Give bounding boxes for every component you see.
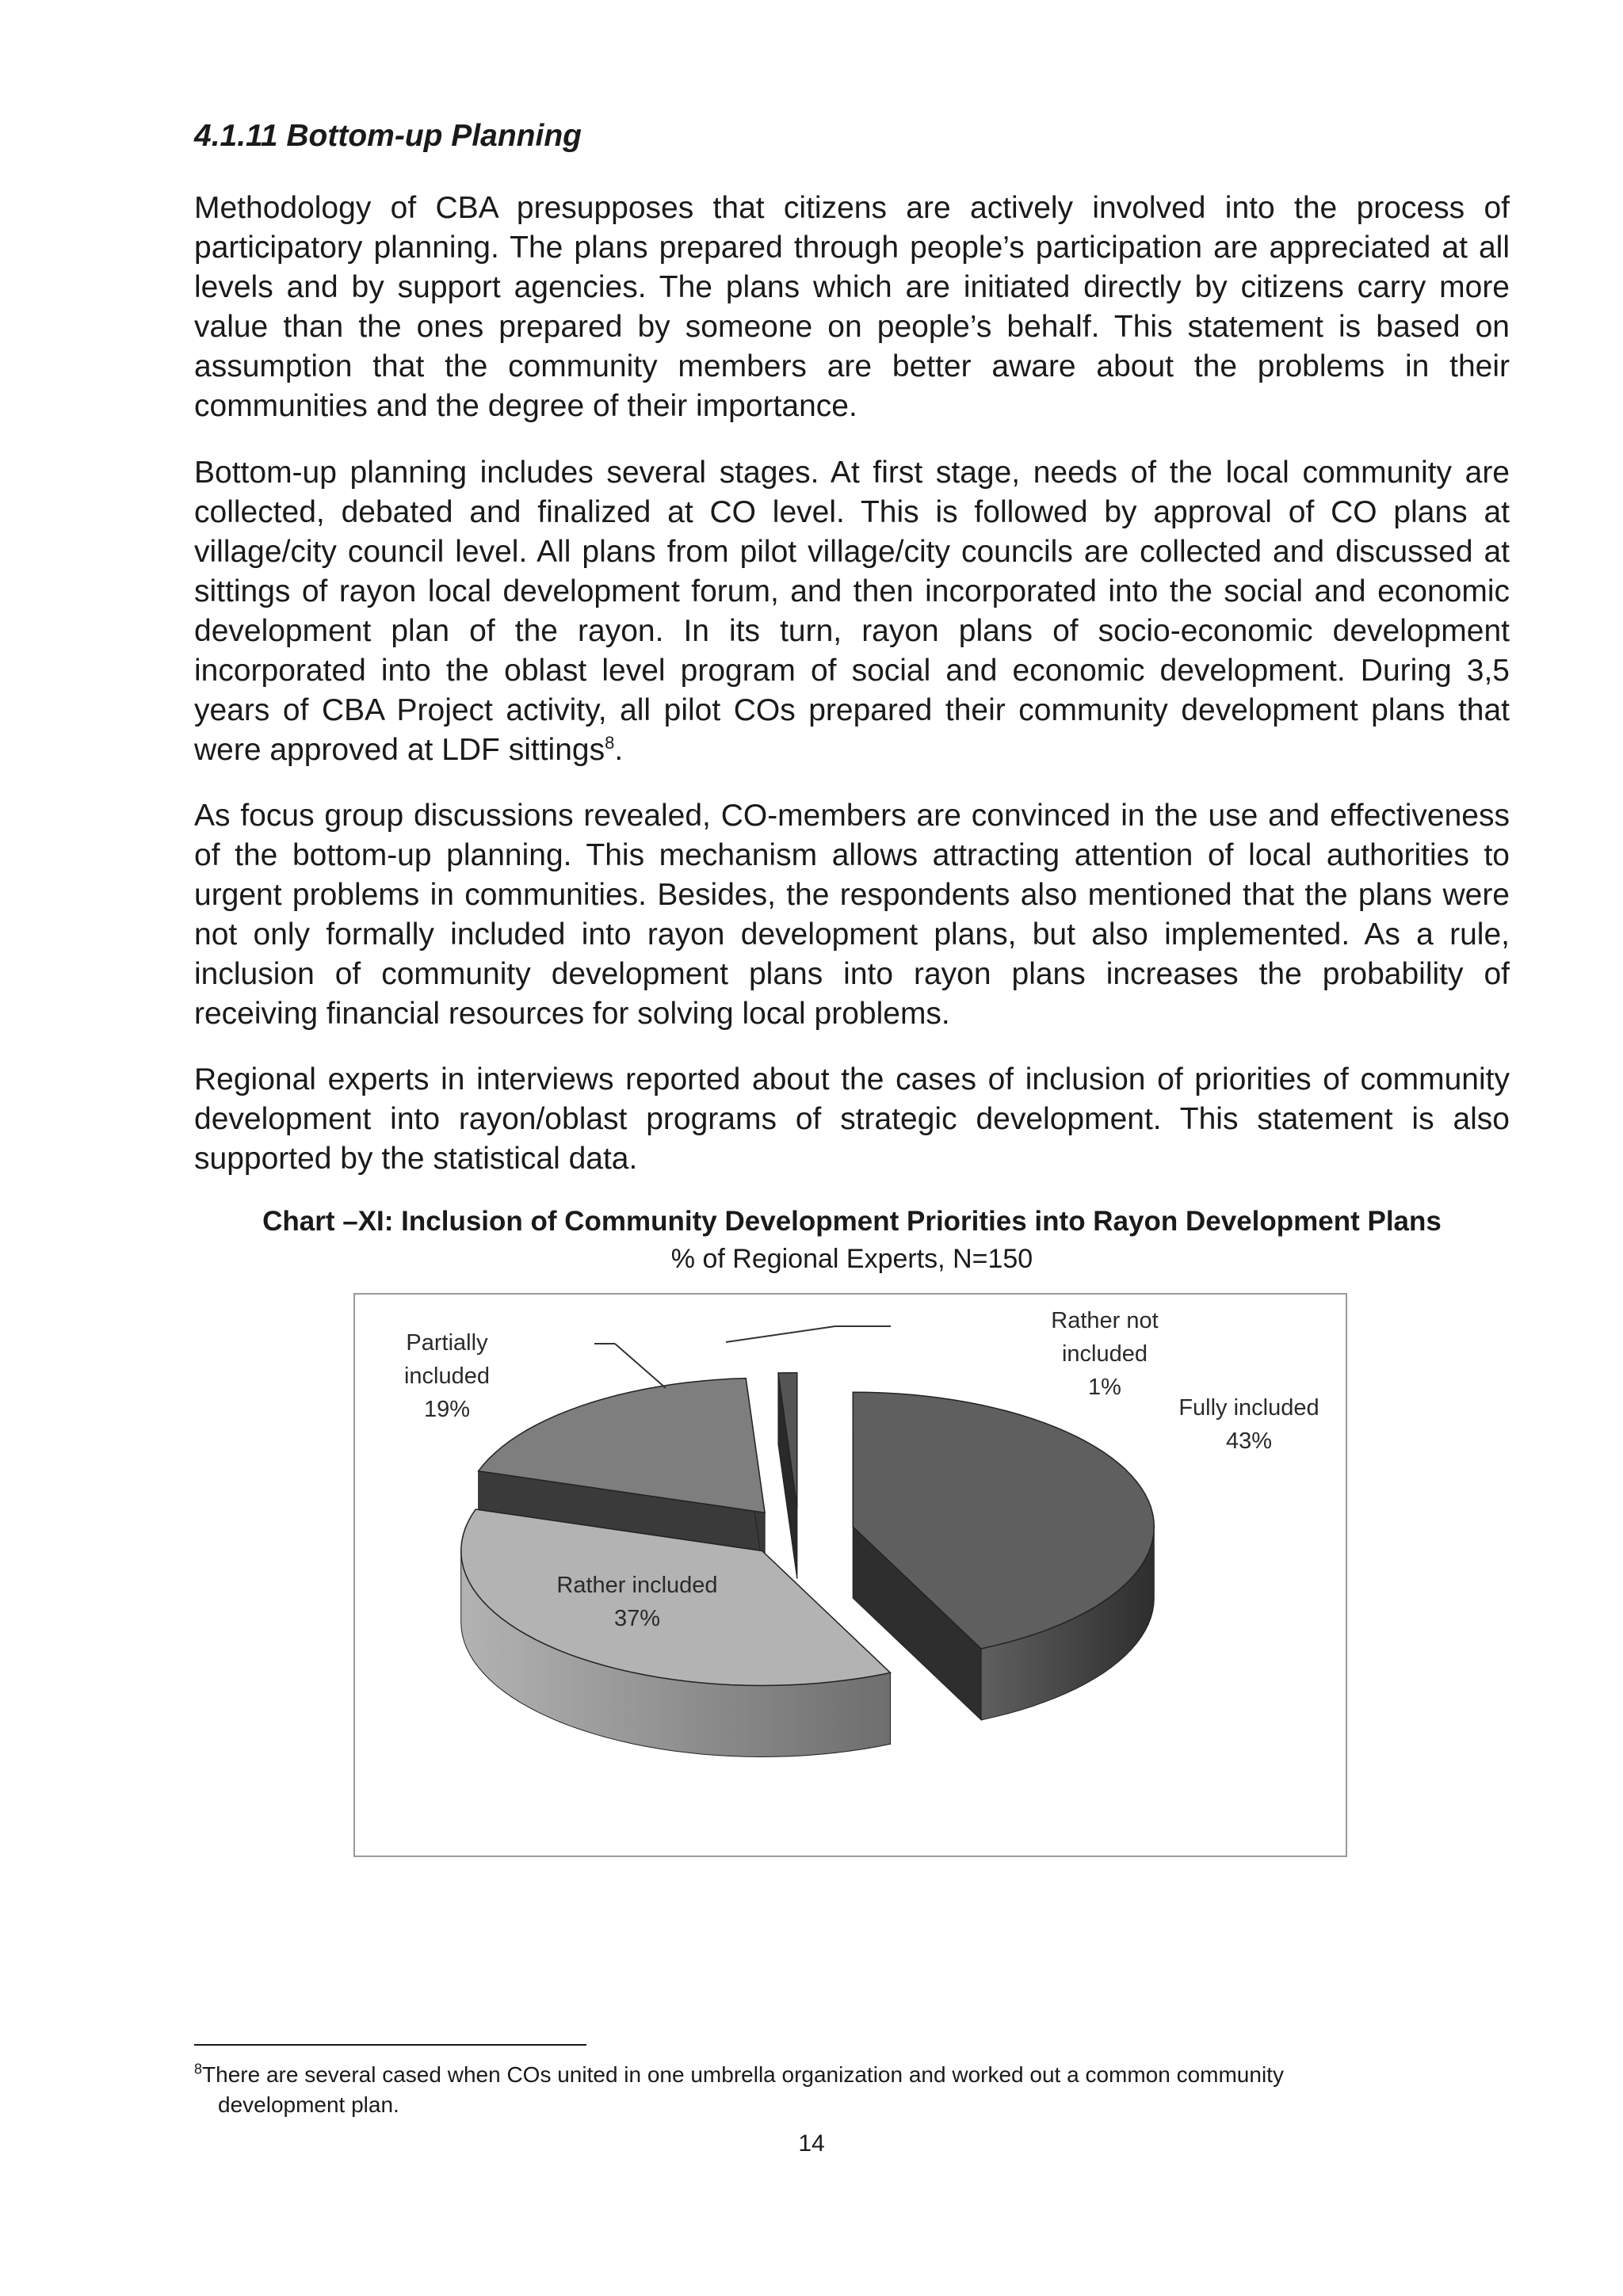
footnote-number: 8	[194, 2061, 203, 2077]
label-partially-2: included	[403, 1363, 491, 1389]
label-fully-2: 43%	[1225, 1428, 1273, 1454]
label-rather-2: 37%	[613, 1606, 661, 1631]
paragraph-2-end: .	[614, 733, 624, 767]
leader-line-rather-not	[726, 1326, 835, 1342]
paragraph-1: Methodology of CBA presupposes that citizens are actively involved into the process of participatory planning. The plans prepared through people’s participation are appreciated at all levels and by support agencies. The plans which are initiated directly by citizens carry more value than the ones prepared by someone on people’s behalf. This statement is based on assumption that the community members are better aware about the problems in their communities and the degree of their importance.	[194, 191, 1510, 423]
paragraph-3: As focus group discussions revealed, CO-members are convinced in the use and effectiveness of the bottom-up planning. This mechanism allows attracting attention of local authorities to urgent problems in communities. Besides, the respondents also mentioned that the plans were not only formally included into rayon development plans, but also implemented. As a rule, inclusion of community development plans into rayon plans increases the probability of receiving financial resources for solving local problems.	[194, 799, 1510, 1031]
paragraph-2-text: Bottom-up planning includes several stages. At first stage, needs of the local community are collected, debated and finalized at CO level. This is followed by approval of CO plans at village/city council level. All plans from pilot village/city councils are collected and discussed at sittings of rayon local development forum, and then incorporated into the social and economic development plan of the rayon. In its turn, rayon plans of socio-economic development incorporated into the oblast level program of social and economic development. During 3,5 years of CBA Project activity, all pilot COs prepared their community development plans that were approved at LDF sittings	[194, 456, 1510, 767]
footnote-line-1: There are several cased when COs united in one umbrella organization and worked out a common community	[202, 2062, 1284, 2087]
leader-line-partially-diag	[615, 1344, 666, 1388]
label-rather-1: Rather included	[556, 1573, 718, 1598]
section-heading: 4.1.11 Bottom-up Planning	[194, 119, 582, 153]
page-number: 14	[798, 2130, 825, 2157]
paragraph-2	[194, 453, 1510, 770]
chart-subtitle: % of Regional Experts, N=150	[670, 1244, 1033, 1274]
pie-slices	[461, 1373, 1155, 1757]
label-partially-1: Partially	[406, 1330, 488, 1356]
footnote	[194, 2060, 1510, 2120]
label-rather-not-3: 1%	[1088, 1375, 1121, 1400]
footnote-line-2: development plan.	[218, 2092, 399, 2117]
footnote-rule	[194, 2044, 586, 2046]
label-fully-1: Fully included	[1178, 1395, 1319, 1421]
paragraph-4: Regional experts in interviews reported about the cases of inclusion of priorities of community development into rayon/oblast programs of strategic development. This statement is also supported by the statistical data.	[194, 1062, 1510, 1176]
footnote-ref[interactable]: 8	[605, 733, 615, 753]
label-partially-3: 19%	[423, 1397, 471, 1422]
pie-chart-svg	[355, 1295, 1349, 1859]
chart-title: Chart –XI: Inclusion of Community Development Priorities into Rayon Development Plans	[262, 1206, 1442, 1237]
label-rather-not-1b: Rather not	[1051, 1308, 1159, 1333]
pie-chart	[353, 1293, 1347, 1857]
label-rather-not-2: included	[1061, 1341, 1148, 1367]
